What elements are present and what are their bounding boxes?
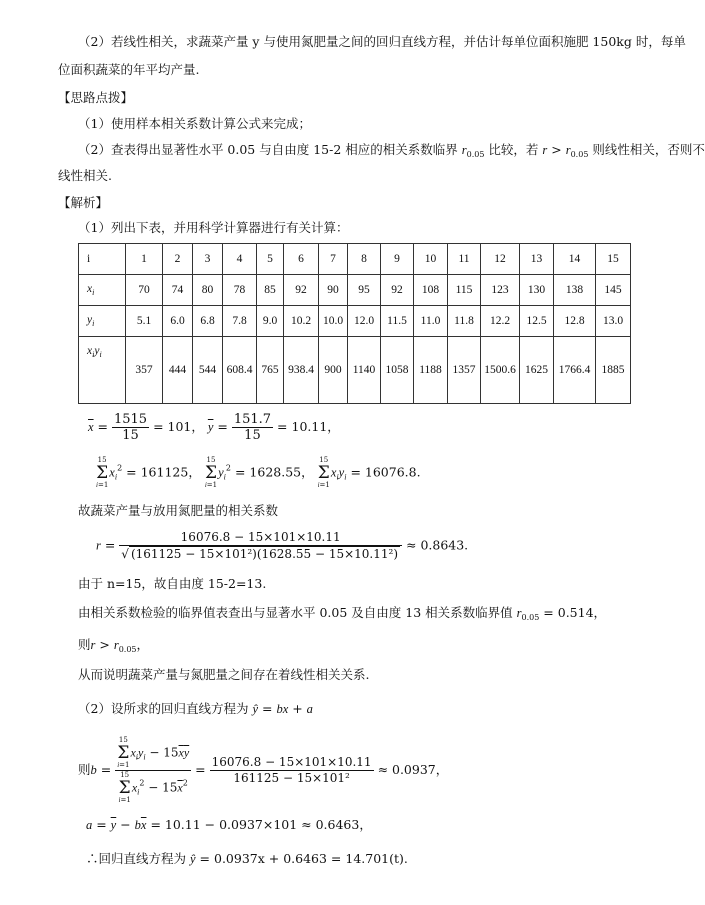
table-cell: 80: [193, 275, 223, 306]
table-cell: 74: [163, 275, 193, 306]
means-formula: $\overline{x}$ = $\frac{1515}{15}$ = 101， $\overline{y}$ = $\frac{151.7}{15}$ = 10.11，: [88, 412, 340, 443]
table-cell: 6.8: [193, 306, 223, 337]
table-cell: 5.1: [126, 306, 163, 337]
table-cell: 10.2: [284, 306, 319, 337]
table-cell: 8: [348, 244, 381, 275]
table-cell: 1885: [596, 337, 631, 404]
table-cell: 12.5: [520, 306, 554, 337]
table-cell: 1188: [414, 337, 448, 404]
table-cell: 78: [223, 275, 257, 306]
table-cell: 938.4: [284, 337, 319, 404]
conclusion: 从而说明蔬菜产量与氮肥量之间存在着线性相关关系.: [78, 667, 370, 682]
solution-intro: （1）列出下表，并用科学计算器进行有关计算：: [78, 220, 349, 235]
hint-point-2-cont: 线性相关.: [58, 168, 112, 183]
table-cell: 765: [257, 337, 284, 404]
table-cell: 108: [414, 275, 448, 306]
table-cell: 5: [257, 244, 284, 275]
table-cell: 123: [481, 275, 520, 306]
hint-heading: 【思路点拨】: [58, 90, 134, 105]
table-cell: 3: [193, 244, 223, 275]
table-cell: 4: [223, 244, 257, 275]
table-cell: 92: [381, 275, 414, 306]
table-cell: 7.8: [223, 306, 257, 337]
final-regression: ∴回归直线方程为 ŷ = 0.0937x + 0.6463 = 14.701(t).: [86, 851, 408, 866]
table-cell: 11.5: [381, 306, 414, 337]
table-cell: 11: [448, 244, 481, 275]
question-line-1: （2）若线性相关，求蔬菜产量 y 与使用氮肥量之间的回归直线方程，并估计每单位面积施肥 150kg 时，每单: [78, 34, 686, 49]
table-cell: 12.8: [554, 306, 596, 337]
row-label-x: $x_i$: [79, 275, 126, 306]
regression-intro: （2）设所求的回归直线方程为 ŷ = bx + a: [78, 701, 313, 716]
table-cell: 6.0: [163, 306, 193, 337]
data-table: [78, 243, 631, 404]
table-cell: 1357: [448, 337, 481, 404]
table-cell: 130: [520, 275, 554, 306]
table-cell: 145: [596, 275, 631, 306]
table-cell: 15: [596, 244, 631, 275]
table-cell: 92: [284, 275, 319, 306]
r-formula: r = $\frac{16076.8 - 15\times 101\times 10.11}{\text{√ (161125 − 15×101²)(1628.55 − 15×10.11²)}}$ ≈ 0.8643.: [96, 530, 469, 561]
table-row-x: [79, 275, 631, 306]
table-cell: 115: [448, 275, 481, 306]
table-cell: 10: [414, 244, 448, 275]
table-cell: 13.0: [596, 306, 631, 337]
table-cell: 9: [381, 244, 414, 275]
table-cell: 357: [126, 337, 163, 404]
table-cell: 138: [554, 275, 596, 306]
r-intro: 故蔬菜产量与放用氮肥量的相关系数: [78, 503, 279, 518]
table-cell: 7: [319, 244, 348, 275]
table-cell: 6: [284, 244, 319, 275]
table-cell: 608.4: [223, 337, 257, 404]
degrees-of-freedom: 由于 n=15，故自由度 15-2=13.: [78, 576, 267, 591]
table-cell: 1: [126, 244, 163, 275]
table-cell: 12.2: [481, 306, 520, 337]
table-cell: 1625: [520, 337, 554, 404]
hint-point-1: （1）使用样本相关系数计算公式来完成；: [78, 116, 311, 131]
table-cell: 900: [319, 337, 348, 404]
table-cell: 70: [126, 275, 163, 306]
table-cell: 9.0: [257, 306, 284, 337]
table-cell: 95: [348, 275, 381, 306]
b-formula: 则b = 15 Σ i=1 $x_iy_i - 15\overline{x}\overline{y}$ 15 Σ i=1 $x_i^2 - 15\overline{x}^2$ = $\frac{16076.8 - 15\times 101\times 10.11}{\text{161125 − 15×101²}}$ ≈ 0.0937，: [78, 736, 449, 804]
table-cell: 12.0: [348, 306, 381, 337]
r-comparison: 则$r > r_{0.05}$，: [78, 637, 150, 654]
table-cell: 10.0: [319, 306, 348, 337]
table-row-xy: [79, 337, 631, 404]
row-label-y: $y_i$: [79, 306, 126, 337]
table-cell: 85: [257, 275, 284, 306]
table-row-y: [79, 306, 631, 337]
solution-heading: 【解析】: [58, 195, 109, 210]
hint-point-2: （2）查表得出显著性水平 0.05 与自由度 15-2 相应的相关系数临界 $r_{0.05}$ 比较，若 $r > r_{0.05}$ 则线性相关，否则不: [78, 142, 705, 159]
table-cell: 13: [520, 244, 554, 275]
sums-formula: 15 Σ i=1 $x_i^2 = 161125$， 15 Σ i=1 $y_i^2 = 1628.55$， 15 Σ i=1 $x_iy_i = 16076.8$.: [96, 456, 421, 489]
table-cell: 444: [163, 337, 193, 404]
a-formula: $a = \overline{y} - b\overline{x} = 10.11 - 0.0937\times 101 \approx 0.6463$，: [86, 817, 372, 832]
critical-value: 由相关系数检验的临界值表查出与显著水平 0.05 及自由度 13 相关系数临界值 $r_{0.05} = 0.514$，: [78, 605, 607, 622]
row-label-xy: $x_iy_i$: [79, 337, 126, 404]
table-cell: i: [79, 244, 126, 275]
table-cell: 1058: [381, 337, 414, 404]
table-cell: 12: [481, 244, 520, 275]
table-cell: 1140: [348, 337, 381, 404]
table-cell: 14: [554, 244, 596, 275]
table-cell: 544: [193, 337, 223, 404]
table-cell: 1500.6: [481, 337, 520, 404]
table-cell: 11.8: [448, 306, 481, 337]
table-cell: 2: [163, 244, 193, 275]
table-cell: 90: [319, 275, 348, 306]
table-cell: 11.0: [414, 306, 448, 337]
question-line-2: 位面积蔬菜的年平均产量.: [58, 62, 200, 77]
table-cell: 1766.4: [554, 337, 596, 404]
table-row-index: [79, 244, 631, 275]
